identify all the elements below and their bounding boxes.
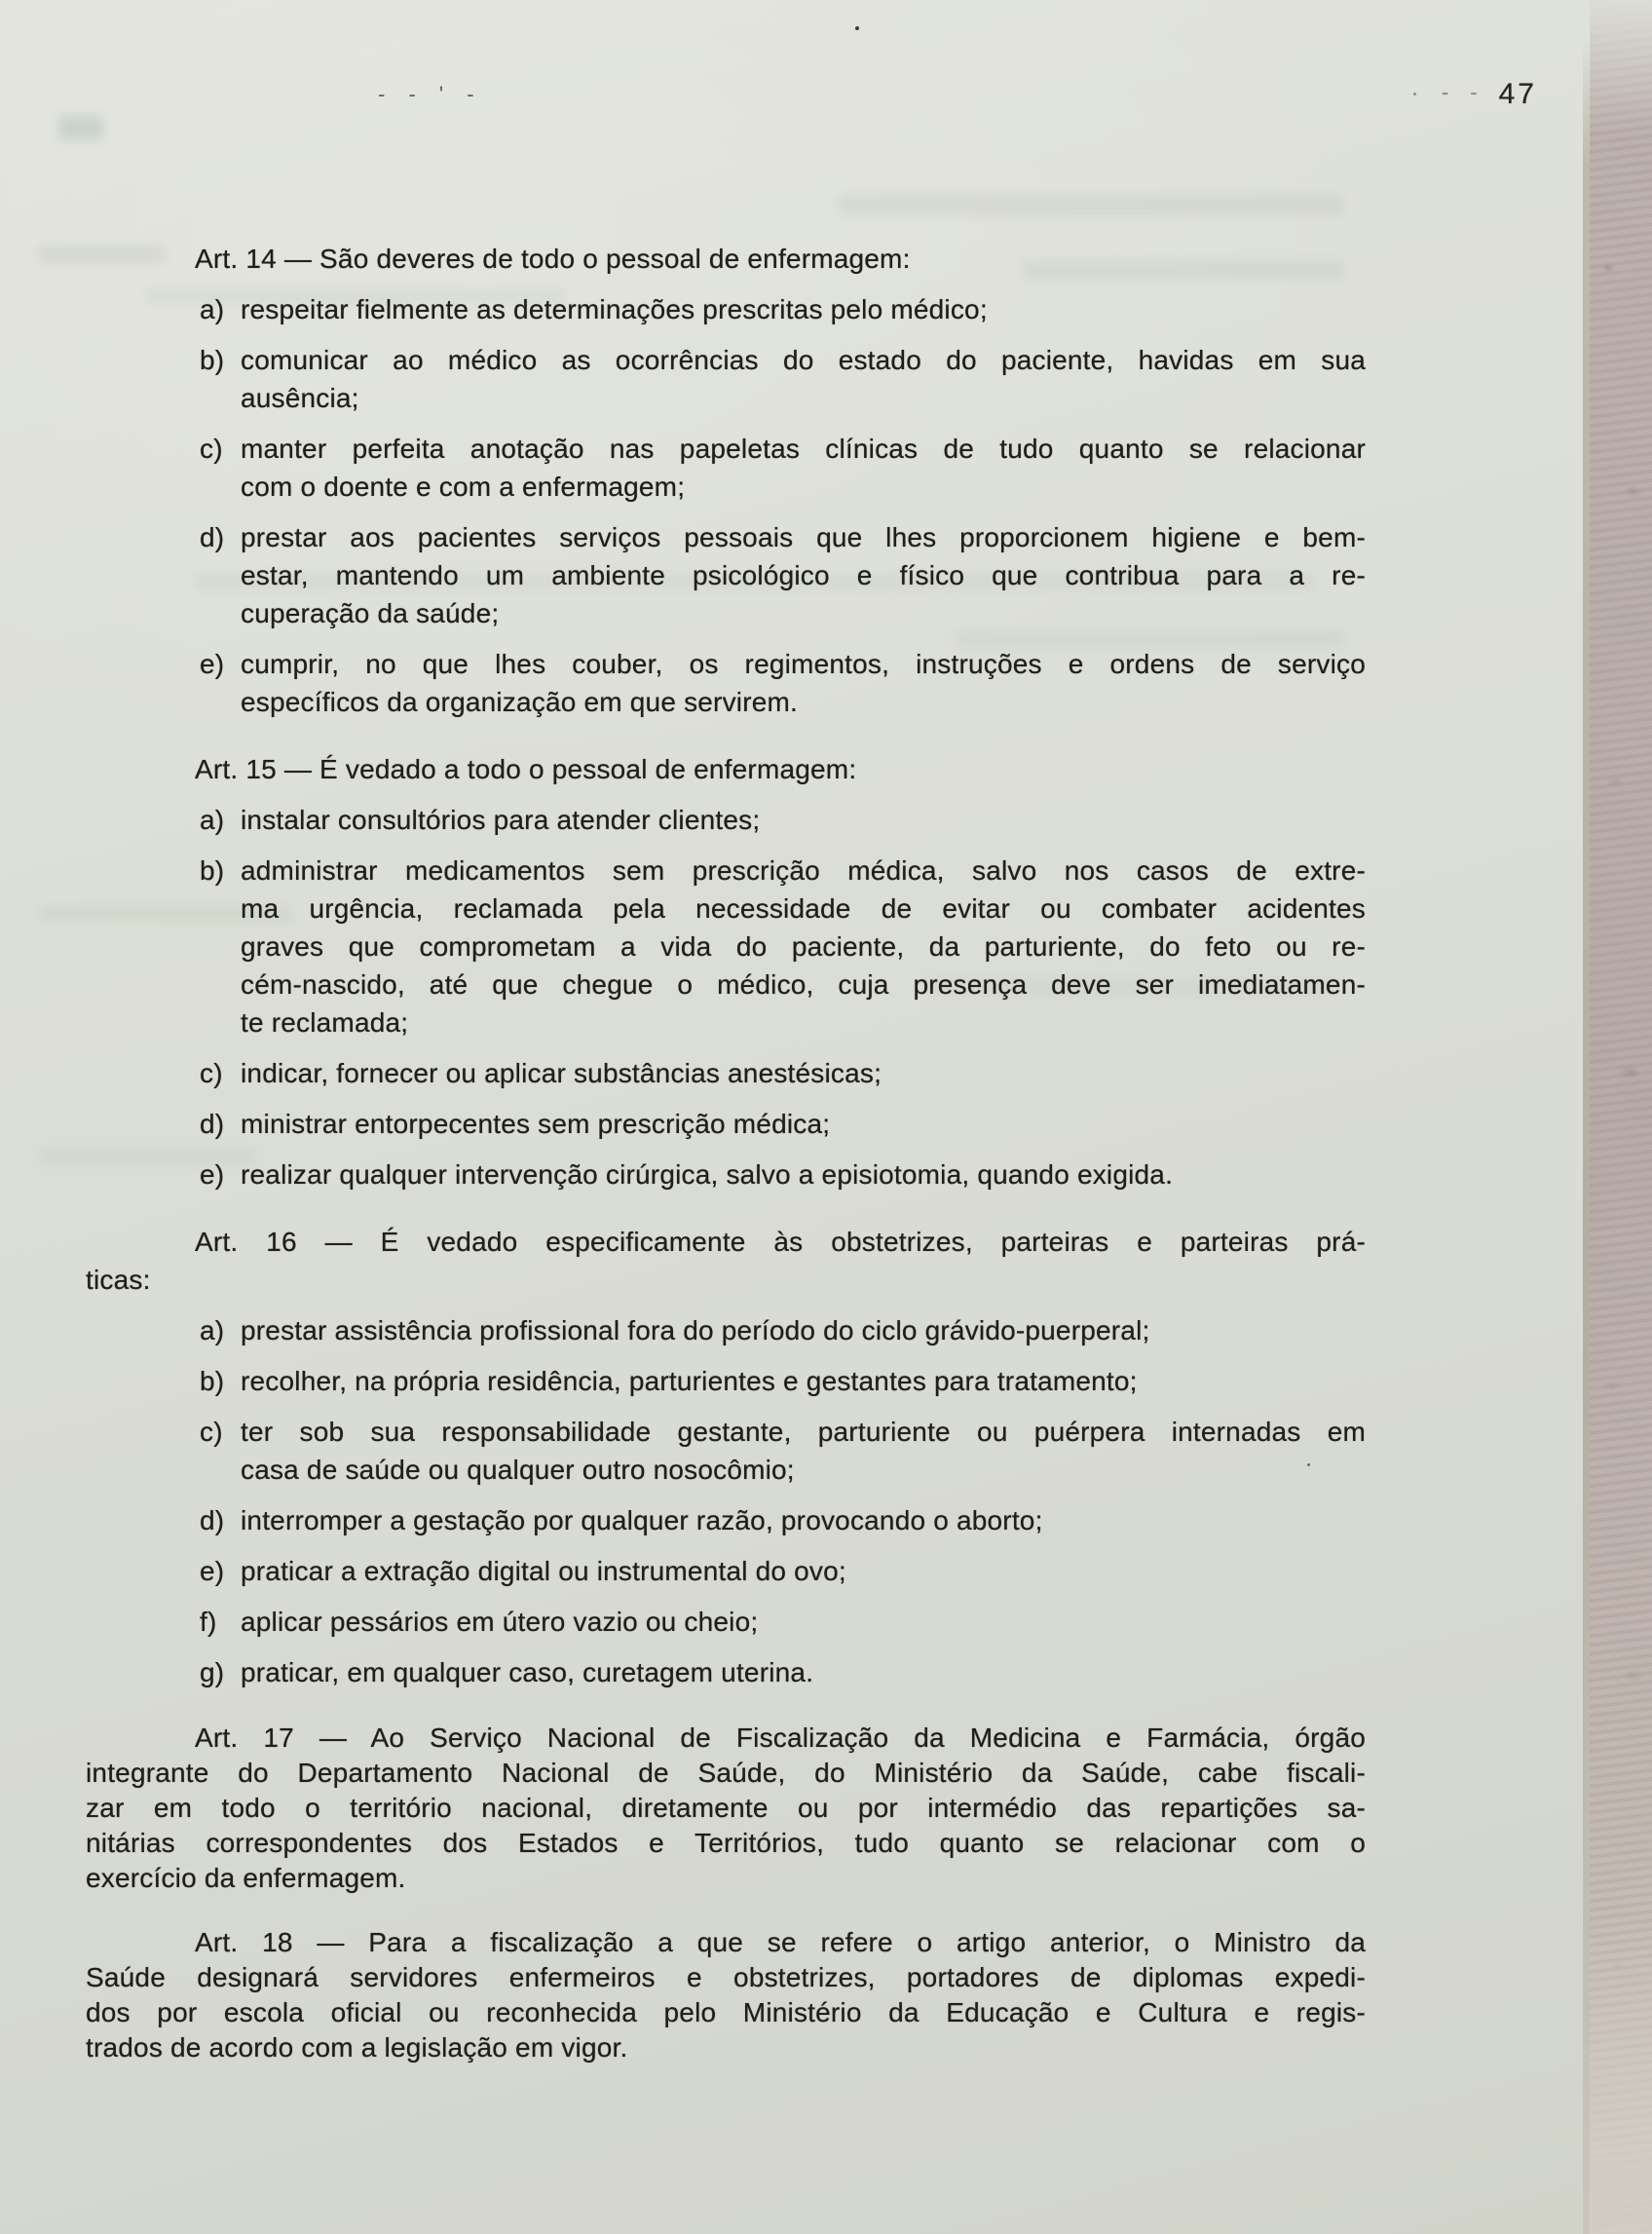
item-letter: c) (200, 1058, 223, 1088)
article-intro-line: integrante do Departamento Nacional de Saúde, do Ministério da Saúde, cabe fiscali- (86, 1758, 1366, 1788)
list-item (86, 518, 1366, 632)
bleed-through-artifact (838, 195, 1344, 214)
item-line: indicar, fornecer ou aplicar substâncias anestésicas; (241, 1058, 882, 1088)
item-line: comunicar ao médico as ocorrências do estado do paciente, havidas em sua (241, 345, 1366, 375)
list-item (86, 1362, 1366, 1400)
item-letter: f) (200, 1607, 217, 1637)
list-item (86, 1105, 1366, 1143)
article-art-16 (86, 1223, 1366, 1691)
item-letter: g) (200, 1657, 225, 1687)
list-item (86, 1155, 1366, 1193)
item-line: administrar medicamentos sem prescrição médica, salvo nos casos de extre- (241, 855, 1366, 886)
item-line: graves que comprometam a vida do paciente, da parturiente, do feto ou re- (241, 931, 1366, 962)
bleed-through-artifact (58, 115, 103, 140)
item-line: estar, mantendo um ambiente psicológico e físico que contribua para a re- (241, 560, 1366, 590)
article-intro-line: zar em todo o território nacional, diretamente ou por intermédio das repartições sa- (86, 1793, 1366, 1823)
page-number (1442, 78, 1537, 111)
item-line: ter sob sua responsabilidade gestante, parturiente ou puérpera internadas em (241, 1417, 1366, 1447)
item-letter: d) (200, 522, 225, 552)
item-letter: d) (200, 1109, 225, 1139)
list-item (86, 645, 1366, 721)
list-item (86, 290, 1366, 328)
list-item (86, 1054, 1366, 1092)
item-line: aplicar pessários em útero vazio ou cheio; (241, 1607, 759, 1637)
article-intro-line: ticas: (86, 1265, 151, 1295)
item-line: cém-nascido, até que chegue o médico, cuja presença deve ser imediatamen- (241, 969, 1366, 1000)
item-letter: d) (200, 1505, 225, 1535)
article-intro-line: Art. 15 — É vedado a todo o pessoal de enfermagem: (195, 754, 857, 784)
item-line: praticar a extração digital ou instrumental do ovo; (241, 1556, 846, 1586)
article-intro-line: nitárias correspondentes dos Estados e Territórios, tudo quanto se relacionar com o (86, 1828, 1366, 1858)
list-item (86, 852, 1366, 1041)
scan-pen-marks: - - ' - (378, 82, 483, 106)
item-letter: b) (200, 345, 225, 375)
item-line: realizar qualquer intervenção cirúrgica, salvo a episiotomia, quando exigida. (241, 1159, 1174, 1190)
page-edge-line (1583, 39, 1590, 2234)
item-line: respeitar fielmente as determinações prescritas pelo médico; (241, 294, 988, 324)
dust-speck (1413, 93, 1416, 95)
item-line: recolher, na própria residência, parturientes e gestantes para tratamento; (241, 1366, 1138, 1396)
list-item (86, 1603, 1366, 1641)
item-line: ma urgência, reclamada pela necessidade de evitar ou combater acidentes (241, 893, 1366, 924)
item-line: prestar aos pacientes serviços pessoais que lhes proporcionem higiene e bem- (241, 522, 1366, 552)
article-intro-line: Art. 18 — Para a fiscalização a que se refere o artigo anterior, o Ministro da (195, 1927, 1366, 1957)
article-intro-line: Art. 17 — Ao Serviço Nacional de Fiscalização da Medicina e Farmácia, órgão (195, 1723, 1366, 1753)
item-letter: e) (200, 1159, 225, 1190)
list-item (86, 430, 1366, 506)
article-intro-line: trados de acordo com a legislação em vigor. (86, 2032, 628, 2063)
list-item (86, 1552, 1366, 1590)
item-letter: c) (200, 434, 223, 464)
item-line: casa de saúde ou qualquer outro nosocômio; (241, 1455, 795, 1485)
item-line: instalar consultórios para atender clientes; (241, 805, 761, 835)
list-item (86, 1311, 1366, 1349)
dust-speck (855, 26, 859, 30)
list-item (86, 1501, 1366, 1539)
article-intro-line: exercício da enfermagem. (86, 1863, 406, 1893)
item-letter: e) (200, 1556, 225, 1586)
page-text (86, 240, 1366, 2065)
item-line: específicos da organização em que servirem. (241, 687, 798, 717)
item-letter: a) (200, 294, 225, 324)
list-item (86, 1653, 1366, 1691)
item-letter: e) (200, 649, 225, 679)
list-item (86, 801, 1366, 839)
article-intro-line: Art. 14 — São deveres de todo o pessoal de enfermagem: (195, 244, 911, 274)
article-art-15 (86, 750, 1366, 1193)
item-letter: a) (200, 1315, 225, 1345)
item-line: manter perfeita anotação nas papeletas clínicas de tudo quanto se relacionar (241, 434, 1366, 464)
item-letter: b) (200, 855, 225, 886)
item-letter: c) (200, 1417, 223, 1447)
item-line: te reclamada; (241, 1007, 409, 1038)
item-line: cuperação da saúde; (241, 598, 500, 628)
article-art-18 (86, 1925, 1366, 2065)
item-line: praticar, em qualquer caso, curetagem uterina. (241, 1657, 814, 1687)
item-letter: a) (200, 805, 225, 835)
item-line: com o doente e com a enfermagem; (241, 472, 686, 502)
item-letter: b) (200, 1366, 225, 1396)
page-number-value: 47 (1498, 78, 1537, 110)
item-line: ministrar entorpecentes sem prescrição médica; (241, 1109, 831, 1139)
article-intro-line: Saúde designará servidores enfermeiros e obstetrizes, portadores de diplomas expedi- (86, 1962, 1366, 1992)
item-line: interromper a gestação por qualquer razão, provocando o aborto; (241, 1505, 1043, 1535)
book-edge-strip (1590, 0, 1652, 2234)
article-art-17 (86, 1721, 1366, 1896)
article-intro-line: dos por escola oficial ou reconhecida pelo Ministério da Educação e Cultura e regis- (86, 1997, 1366, 2027)
page-number-dashes: - - (1441, 80, 1485, 104)
article-art-14 (86, 240, 1366, 721)
item-line: prestar assistência profissional fora do período do ciclo grávido-puerperal; (241, 1315, 1150, 1345)
item-line: cumprir, no que lhes couber, os regimentos, instruções e ordens de serviço (241, 649, 1366, 679)
article-intro-line: Art. 16 — É vedado especificamente às obstetrizes, parteiras e parteiras prá- (195, 1227, 1366, 1257)
list-item (86, 1413, 1366, 1489)
list-item (86, 341, 1366, 417)
item-line: ausência; (241, 383, 359, 413)
